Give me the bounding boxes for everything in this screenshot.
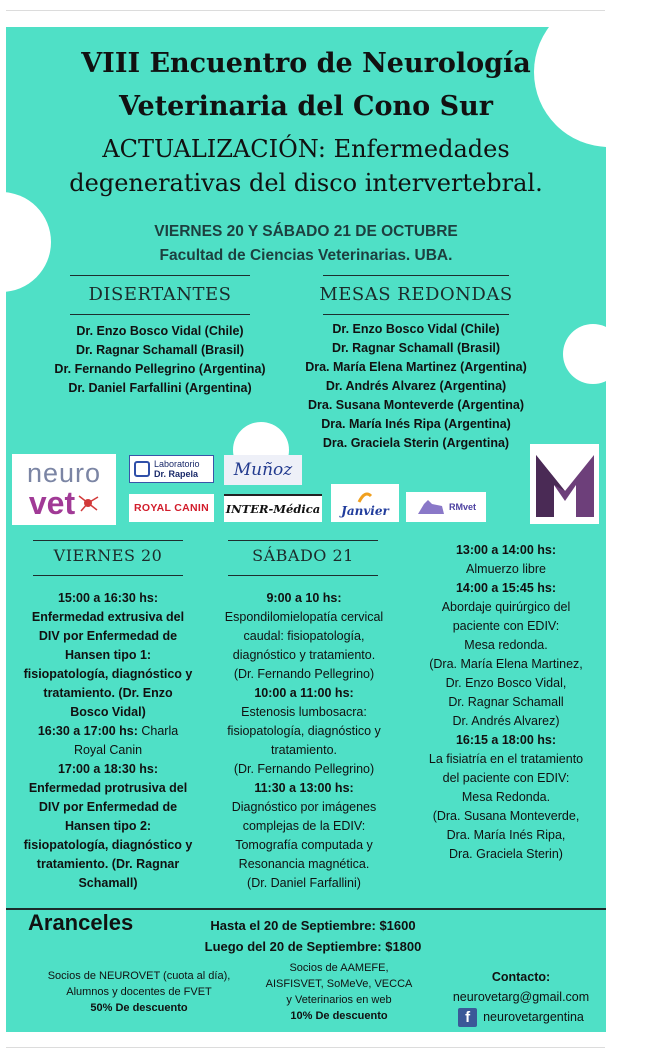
schedule-line: tratamiento. (Dr. Ragnar — [36, 857, 180, 871]
decorative-circle — [563, 324, 606, 384]
schedule-line: Bosco Vidal) — [70, 705, 146, 719]
list-item: Dra. María Elena Martinez (Argentina) — [305, 360, 527, 374]
facebook-handle: neurovetargentina — [483, 1010, 584, 1024]
event-subtitle — [6, 132, 606, 200]
schedule-line: Espondilomielopatía cervical — [224, 610, 384, 624]
schedule-line: DIV por Enfermedad de — [38, 800, 178, 814]
neuron-icon — [77, 494, 99, 512]
schedule-line: DIV por Enfermedad de — [38, 629, 178, 643]
discount-group-2 — [249, 960, 429, 1024]
divider — [323, 275, 509, 276]
fee-prices — [168, 915, 458, 957]
schedule-line: 10:00 a 11:00 hs: — [254, 686, 354, 700]
page-top-divider — [6, 10, 605, 11]
rapela-line-1: Laboratorio — [154, 459, 200, 469]
schedule-line: Dra. Graciela Sterin) — [449, 847, 563, 861]
list-item: Dr. Andrés Alvarez (Argentina) — [325, 379, 507, 393]
laboratorio-rapela-logo — [129, 455, 214, 483]
schedule-line: Royal Canin — [73, 743, 143, 757]
list-item: Dra. Susana Monteverde (Argentina) — [307, 398, 524, 412]
schedule-line: 15:00 a 16:30 hs: — [57, 591, 159, 605]
neurovet-logo-bottom-row — [29, 487, 99, 519]
schedule-line: del paciente con EDIV: — [442, 771, 570, 785]
schedule-line: Mesa redonda. — [464, 638, 548, 652]
event-title-line-2: Veterinaria del Cono Sur — [119, 91, 493, 122]
neurovet-logo-top: neuro — [26, 458, 102, 488]
schedule-time: 16:30 a 17:00 hs: — [37, 724, 138, 738]
schedule-line: caudal: fisiopatología, — [243, 629, 365, 643]
discount-group-line: AISFISVET, SoMeVe, VECCA — [265, 978, 413, 990]
list-item: Dra. María Inés Ripa (Argentina) — [321, 417, 511, 431]
early-price: Hasta el 20 de Septiembre: $1600 — [210, 918, 416, 933]
event-title-line-1: VIII Encuentro de Neurología — [81, 48, 531, 79]
discount-group-line: Socios de NEUROVET (cuota al día), — [47, 970, 231, 982]
schedule-line: 16:15 a 18:00 hs: — [455, 733, 557, 747]
event-subtitle-line-1: ACTUALIZACIÓN: Enfermedades — [102, 135, 510, 163]
sabado-heading: SÁBADO 21 — [252, 546, 354, 565]
schedule-line: Hansen tipo 1: — [64, 648, 152, 662]
event-dates: VIERNES 20 Y SÁBADO 21 DE OCTUBRE — [154, 223, 458, 240]
schedule-line: tratamiento. — [270, 743, 337, 757]
schedule-line: (Dra. María Elena Martinez, — [429, 657, 583, 671]
neurovet-logo — [12, 454, 116, 525]
m-monogram-icon — [534, 449, 596, 519]
divider — [323, 314, 509, 315]
late-price: Luego del 20 de Septiembre: $1800 — [204, 939, 422, 954]
schedule-line: fisiopatología, diagnóstico y — [23, 838, 193, 852]
janvier-logo-text: Janvier — [341, 504, 389, 518]
schedule-line: Hansen tipo 2: — [64, 819, 152, 833]
schedule-line: 13:00 a 14:00 hs: — [455, 543, 557, 557]
schedule-line: 14:00 a 15:45 hs: — [455, 581, 557, 595]
disertantes-list — [28, 322, 292, 398]
schedule-line: Dr. Enzo Bosco Vidal, — [445, 676, 567, 690]
contact-label: Contacto: — [491, 970, 551, 984]
schedule-line: Estenosis lumbosacra: — [241, 705, 367, 719]
schedule-line: fisiopatología, diagnóstico y — [227, 724, 381, 738]
schedule-line — [8, 722, 208, 741]
schedule-line: 9:00 a 10 hs: — [266, 591, 342, 605]
schedule-line: fisiopatología, diagnóstico y — [23, 667, 193, 681]
sabado-schedule — [206, 589, 402, 893]
fees-heading: Aranceles — [28, 910, 134, 935]
schedule-line: Dr. Ragnar Schamall — [448, 695, 564, 709]
intermedica-logo-text: INTER-Médica — [225, 502, 321, 516]
schedule-line: Schamall) — [78, 876, 138, 890]
divider — [70, 314, 250, 315]
schedule-line: (Dr. Fernando Pellegrino) — [233, 667, 375, 681]
event-poster — [6, 27, 606, 1032]
munoz-logo-text: Muñoz — [233, 460, 293, 480]
list-item: Dr. Ragnar Schamall (Brasil) — [331, 341, 501, 355]
m-brand-logo — [530, 444, 599, 524]
intermedica-logo — [224, 494, 322, 522]
event-info — [6, 220, 606, 268]
list-item: Dr. Daniel Farfallini (Argentina) — [68, 381, 252, 395]
divider — [33, 575, 183, 576]
janvier-mark-icon — [355, 488, 375, 504]
rapela-logo-text — [154, 459, 200, 479]
schedule-line: Resonancia magnética. — [238, 857, 370, 871]
list-item: Dr. Fernando Pellegrino (Argentina) — [54, 362, 266, 376]
schedule-line: 11:30 a 13:00 hs: — [254, 781, 354, 795]
schedule-line: Mesa Redonda. — [461, 790, 551, 804]
divider — [70, 275, 250, 276]
list-item: Dr. Ragnar Schamall (Brasil) — [75, 343, 245, 357]
neurovet-logo-bottom: vet — [28, 485, 76, 521]
schedule-line: tratamiento. (Dr. Enzo — [43, 686, 173, 700]
divider — [228, 540, 378, 541]
discount-group-line: y Veterinarios en web — [286, 994, 392, 1006]
mesas-redondas-heading: MESAS REDONDAS — [319, 284, 513, 305]
schedule-line: Tomografía computada y — [235, 838, 373, 852]
list-item: Dr. Enzo Bosco Vidal (Chile) — [332, 322, 500, 336]
mesas-redondas-list — [286, 320, 546, 453]
page-bottom-divider — [6, 1047, 605, 1048]
royal-canin-logo — [129, 494, 214, 522]
schedule-line: (Dr. Daniel Farfallini) — [247, 876, 361, 890]
schedule-line: paciente con EDIV: — [452, 619, 560, 633]
event-subtitle-line-2: degenerativas del disco intervertebral. — [69, 169, 543, 197]
discount-percent: 50% De descuento — [90, 1002, 188, 1014]
discount-percent: 10% De descuento — [290, 1010, 388, 1022]
contact-block — [436, 967, 606, 1027]
schedule-line: (Dra. Susana Monteverde, — [432, 809, 580, 823]
list-item: Dra. Graciela Sterin (Argentina) — [322, 436, 510, 450]
viernes-schedule — [8, 589, 208, 893]
schedule-line: diagnóstico y tratamiento. — [232, 648, 376, 662]
event-title — [6, 42, 606, 128]
schedule-line: 17:00 a 18:30 hs: — [57, 762, 159, 776]
schedule-line: (Dr. Fernando Pellegrino) — [233, 762, 375, 776]
discount-group-line: Socios de AAMEFE, — [289, 962, 389, 974]
contact-email[interactable]: neurovetarg@gmail.com — [452, 990, 590, 1004]
schedule-line: Almuerzo libre — [466, 562, 546, 576]
schedule-line: complejas de la EDIV: — [242, 819, 366, 833]
facebook-link[interactable] — [436, 1007, 606, 1027]
divider — [228, 575, 378, 576]
schedule-line: Dr. Andrés Alvarez) — [452, 714, 560, 728]
rmvet-logo — [406, 492, 486, 522]
royal-canin-logo-text: ROYAL CANIN — [133, 502, 210, 514]
schedule-line: Enfermedad protrusiva del — [28, 781, 188, 795]
viernes-heading: VIERNES 20 — [53, 546, 163, 565]
schedule-line: Enfermedad extrusiva del — [31, 610, 185, 624]
discount-group-line: Alumnos y docentes de FVET — [66, 986, 212, 998]
schedule-text: Charla — [137, 724, 179, 738]
janvier-logo — [331, 484, 399, 522]
munoz-logo — [224, 455, 302, 485]
rapela-mark-icon — [134, 461, 150, 477]
schedule-line: La fisiatría en el tratamiento — [428, 752, 584, 766]
facebook-icon: f — [458, 1008, 477, 1027]
rapela-line-2: Dr. Rapela — [154, 469, 199, 479]
schedule-line: Diagnóstico por imágenes — [231, 800, 377, 814]
sabado-afternoon-schedule — [408, 541, 604, 864]
disertantes-heading: DISERTANTES — [88, 284, 232, 305]
schedule-line: Abordaje quirúrgico del — [441, 600, 571, 614]
rmvet-logo-text: RMvet — [448, 502, 476, 512]
list-item: Dr. Enzo Bosco Vidal (Chile) — [76, 324, 244, 338]
event-venue: Facultad de Ciencias Veterinarias. UBA. — [159, 247, 453, 264]
divider — [33, 540, 183, 541]
dog-icon — [416, 496, 446, 518]
schedule-line: Dra. María Inés Ripa, — [446, 828, 566, 842]
discount-group-1 — [28, 968, 250, 1016]
